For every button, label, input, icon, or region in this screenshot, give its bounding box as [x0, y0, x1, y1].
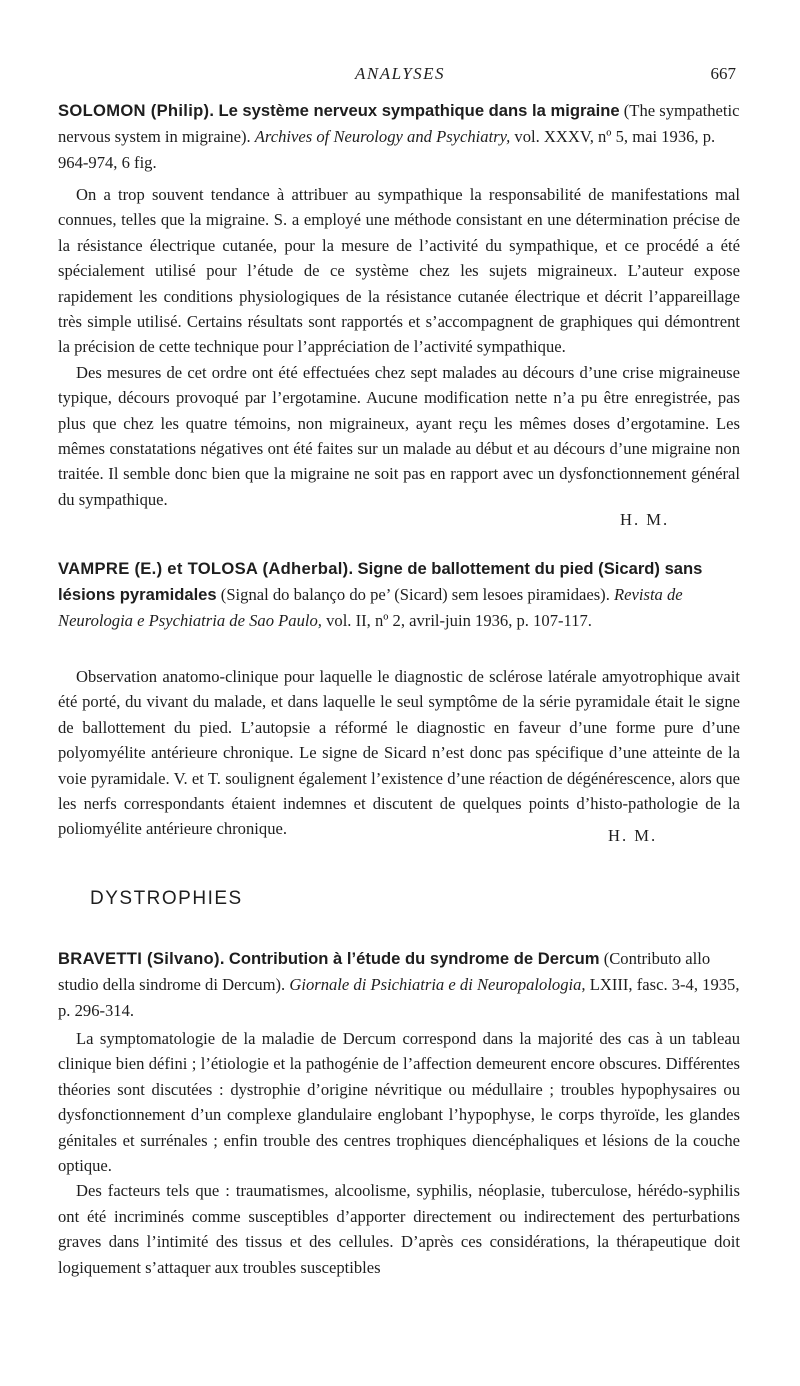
entry-heading-bravetti: [58, 946, 748, 1024]
entry-title: Signe de ballottement du pied (Sicard) sans lésions pyramidales: [58, 559, 703, 604]
body-paragraph: On a trop souvent tendance à attribuer au sympathique la responsabilité de manifestations mal connues, telles que la migraine. S. a employé une méthode consistant en une détermination précise de la résistance électrique cutanée, pour la mesure de l’activité du sympathique, et ce procédé a été spécialement utilisé pour l’étude de ce système chez les sujets migraineux. L’auteur expose rapidement les conditions physiologiques de la résistance cutanée électrique et décrit l’appareillage très simple utilisé. Certains résultats sont rapportés et s’accompagnent de graphiques qui démontrent la précision de cette technique pour l’appréciation de l’activité sympathique.: [58, 185, 740, 357]
entry-journal: Revista de Neurologia e Psychiatria de Sao Paulo,: [58, 585, 683, 630]
running-head-title: ANALYSES: [354, 64, 446, 83]
running-head: [60, 64, 740, 88]
section-heading: DYSTROPHIES: [90, 888, 243, 909]
entry-title: Le système nerveux sympathique dans la migraine: [218, 101, 620, 120]
entry-original-title: (Signal do balanço do pe’ (Sicard) sem lesoes piramidaes).: [220, 585, 610, 604]
entry-original-title: (Contributo allo studio della sindrome di Dercum).: [58, 949, 711, 994]
entry-heading-vampre: [58, 556, 748, 634]
entry-signature: H. M.: [608, 826, 658, 845]
entry-citation: vol. II, nº 2, avril-juin 1936, p. 107-117.: [326, 611, 592, 630]
body-paragraph: Des facteurs tels que : traumatismes, alcoolisme, syphilis, néoplasie, tuberculose, hérédo-syphilis ont été incriminés comme susceptibles d’apporter directement ou indirectement des perturbations graves dans l’intimité des tissus et des cellules. D’après ces considérations, la thérapeutique doit logiquement s’attaquer aux troubles susceptibles: [58, 1181, 740, 1277]
entry-author: BRAVETTI (Silvano).: [58, 949, 225, 968]
body-paragraph: Des mesures de cet ordre ont été effectuées chez sept malades au décours d’une crise migraineuse typique, décours provoqué par l’ergotamine. Aucune modification nette n’a pu être enregistrée, pas plus que chez les quatre témoins, non migraineux, ayant reçu les mêmes doses d’ergotamine. Les mêmes constatations négatives ont été faites sur un malade au début et au décours d’une migraine non traitée. Il semble donc bien que la migraine ne soit pas en rapport avec un dysfonctionnement général du sympathique.: [58, 362, 740, 509]
entry-journal: Giornale di Psichiatria e di Neuropalologia,: [289, 975, 586, 994]
entry-body-solomon: [58, 182, 740, 512]
entry-citation: LXIII, fasc. 3-4, 1935, p. 296-314.: [58, 975, 740, 1020]
entry-journal: Archives of Neurology and Psychiatry,: [254, 127, 511, 146]
entry-body-bravetti: [58, 1026, 740, 1280]
entry-heading-solomon: [58, 98, 748, 176]
entry-author: SOLOMON (Philip).: [58, 101, 215, 120]
entry-original-title: (The sympathetic nervous system in migraine).: [58, 101, 740, 146]
entry-body-vampre: [58, 664, 740, 842]
page-number: 667: [710, 64, 736, 83]
entry-signature: H. M.: [620, 510, 670, 529]
entry-title: Contribution à l’étude du syndrome de Dercum: [228, 949, 600, 968]
body-paragraph: La symptomatologie de la maladie de Dercum correspond dans la majorité des cas à un tableau clinique bien défini ; l’étiologie et la pathogénie de l’affection demeurent encore obscures. Différentes théories sont discutées : dystrophie d’origine névritique ou médullaire ; troubles hypophysaires ou dysfonctionnement d’un complexe glandulaire englobant l’hypophyse, le corps thyroïde, les glandes génitales et surrénales ; enfin trouble des centres trophiques diencéphaliques et lésions de la couche optique.: [58, 1029, 740, 1176]
entry-citation: vol. XXXV, nº 5, mai 1936, p. 964-974, 6 fig.: [58, 127, 716, 172]
entry-author: VAMPRE (E.) et TOLOSA (Adherbal).: [58, 559, 354, 578]
body-paragraph: Observation anatomo-clinique pour laquelle le diagnostic de sclérose latérale amyotrophique avait été porté, du vivant du malade, et dans laquelle le seul symptôme de la série pyramidale était le signe de ballottement du pied. L’autopsie a réformé le diagnostic en faveur d’une forme pure d’une polyomyélite antérieure chronique. Le signe de Sicard n’est donc pas spécifique d’une atteinte de la voie pyramidale. V. et T. soulignent également l’existence d’une réaction de dégénérescence, alors que les nerfs correspondants étaient indemnes et discutent de quelques points d’histo-pathologie de la poliomyélite antérieure chronique.: [58, 667, 740, 839]
